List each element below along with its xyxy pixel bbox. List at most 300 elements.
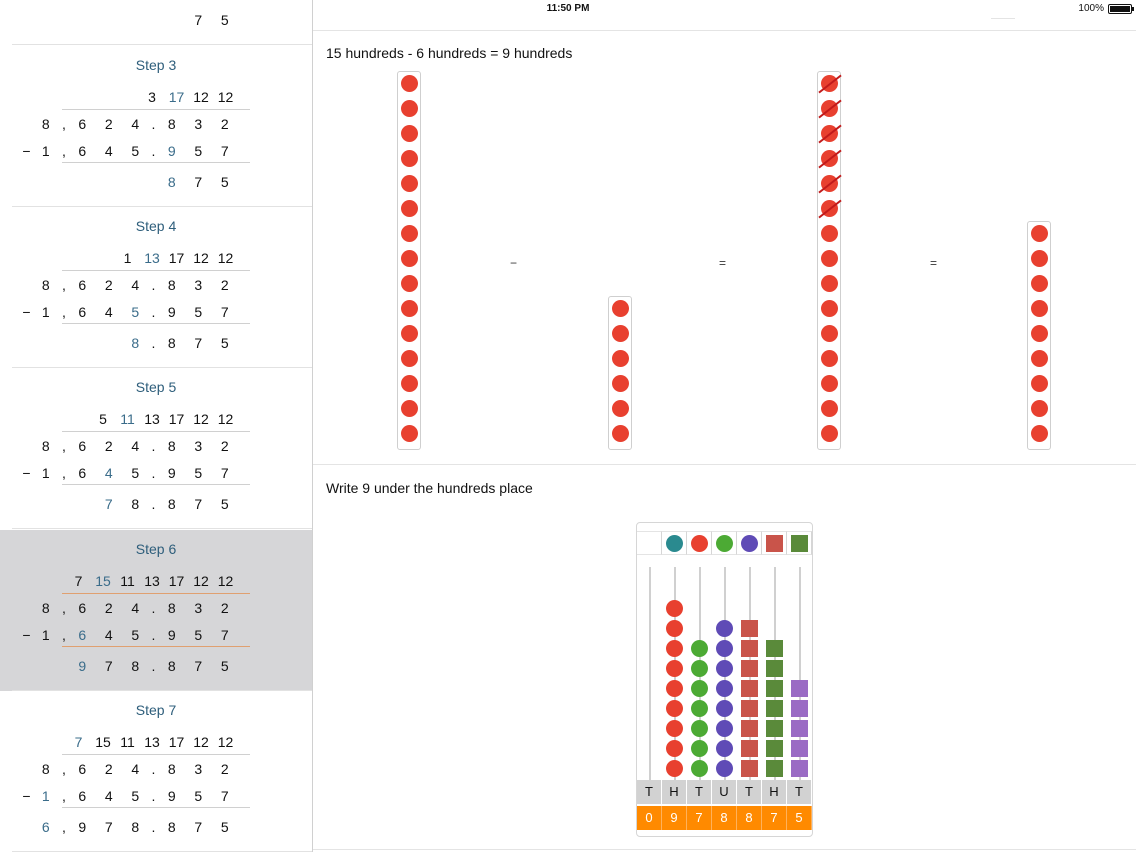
borrow-digit: 17 [168,250,185,267]
result-digit: 7 [104,657,113,674]
result-digit: , [62,818,66,835]
counter-bead [401,200,418,217]
minuend-digit: 6 [78,277,87,294]
abacus-bead[interactable] [691,740,708,757]
counter-bead [1031,375,1048,392]
place-value-digit[interactable]: 5 [787,806,812,830]
subtrahend-digit: 7 [220,304,229,321]
borrow-digit: 12 [193,250,209,267]
minuend-digit: . [151,438,156,455]
subtrahend-digit: 7 [220,465,229,482]
subtrahend-digit: , [62,465,66,482]
top-divider [313,30,1136,31]
minuend-digit: 4 [131,438,140,455]
counter-bead [821,425,838,442]
counter-bead [401,125,418,142]
counter-bead [401,75,418,92]
minuend-digit: , [62,760,66,777]
place-value-digit[interactable]: 8 [737,806,762,830]
result-digit: 7 [194,12,203,28]
subtrahend-digit: . [151,465,156,482]
abacus-bead[interactable] [691,760,708,777]
result-digit: 9 [78,657,87,674]
abacus-header-blank [637,531,662,555]
counter-bead [612,300,629,317]
bottom-divider [313,849,1136,850]
counter-bead [821,400,838,417]
step-item[interactable] [0,530,312,691]
abacus-header-cell[interactable] [762,531,787,555]
subtrahend-digit: 5 [194,626,203,643]
subtrahend-digit: 5 [194,787,203,804]
minuend-digit: 4 [131,760,140,777]
minuend-digit: 3 [194,760,203,777]
abacus-header-cell[interactable] [662,531,687,555]
subtrahend-digit: 4 [104,465,113,482]
result-digit: 5 [220,496,229,513]
equation-heading: 15 hundreds - 6 hundreds = 9 hundreds [326,45,573,61]
abacus-bead[interactable] [766,720,783,737]
abacus-bead[interactable] [716,660,733,677]
borrow-digit: 17 [168,572,185,589]
abacus-bead[interactable] [666,640,683,657]
step-rule [62,109,250,110]
abacus-bead[interactable] [666,660,683,677]
step-rule [62,484,250,485]
place-label: T [737,780,762,804]
abacus-bead[interactable] [791,700,808,717]
abacus-bead[interactable] [741,620,758,637]
minuend-digit: 3 [194,116,203,132]
subtrahend-digit: 1 [41,143,50,159]
counter-bead [1031,425,1048,442]
result-digit: . [151,496,156,513]
counter-bead [612,325,629,342]
subtrahend-digit: 7 [220,626,229,643]
subtrahend-digit: 6 [78,143,87,159]
borrow-digit: 17 [168,411,185,428]
minuend-digit: 8 [167,599,176,616]
counter-bead [1031,325,1048,342]
abacus-header-cell[interactable] [737,531,762,555]
result-digit: 7 [194,818,203,835]
result-digit: 5 [220,12,229,28]
minuend-digit: . [151,599,156,616]
counter-bead [401,375,418,392]
counter-bead [401,300,418,317]
minuend-digit: 6 [78,438,87,455]
counter-bead [1031,250,1048,267]
borrow-digit: 13 [144,572,160,589]
subtrahend-digit: 1 [41,626,50,643]
borrow-digit: 7 [74,572,83,589]
bead-rod [1027,221,1051,450]
abacus-bead[interactable] [716,740,733,757]
subtrahend-digit: 5 [131,143,140,159]
square-counter-icon [791,535,808,552]
counter-bead [612,375,629,392]
abacus-bead[interactable] [741,760,758,777]
place-value-digit[interactable]: 8 [712,806,737,830]
subtrahend-digit: 5 [194,304,203,321]
square-counter-icon [766,535,783,552]
abacus-header-cell[interactable] [787,531,812,555]
result-digit: 5 [220,174,229,190]
circle-counter-icon [716,535,733,552]
subtrahend-digit: 1 [41,304,50,321]
abacus-bead[interactable] [741,680,758,697]
step-rule [62,162,250,163]
borrow-digit: 3 [148,89,156,105]
battery-percent: 100% [1078,3,1104,14]
minuend-digit: , [62,277,66,294]
subtrahend-digit: , [62,304,66,321]
subtrahend-digit: 9 [167,787,176,804]
step-rule [62,754,250,755]
abacus-bead[interactable] [666,620,683,637]
place-value-abacus[interactable] [636,522,813,837]
minuend-digit: 4 [131,116,140,132]
minuend-digit: 8 [41,277,50,294]
abacus-bead[interactable] [666,600,683,617]
abacus-bead[interactable] [691,720,708,737]
subtrahend-digit: . [151,143,156,159]
result-digit: 6 [41,818,50,835]
result-digit: 8 [167,335,176,352]
counter-bead [401,225,418,242]
minuend-digit: 2 [220,277,229,294]
subtrahend-digit: 5 [194,465,203,482]
minuend-digit: 6 [78,760,87,777]
step-item[interactable] [0,207,312,368]
borrow-digit: 12 [217,733,234,750]
minuend-digit: 4 [131,277,140,294]
subtrahend-digit: 6 [78,626,87,643]
subtrahend-digit: 4 [104,787,113,804]
abacus-bead[interactable] [666,700,683,717]
equals-sign: = [930,256,938,270]
result-digit: 8 [131,496,140,513]
result-digit: 8 [167,496,176,513]
result-digit: 8 [167,818,176,835]
main-panel [313,18,1136,852]
battery-icon [1108,4,1132,14]
borrow-digit: 17 [168,89,185,105]
counter-bead [401,250,418,267]
result-digit: . [151,818,156,835]
result-digit: 7 [194,335,203,352]
result-digit: 7 [194,174,203,190]
step-rule [62,807,250,808]
abacus-bead[interactable] [741,720,758,737]
counter-bead [612,425,629,442]
minuend-digit: . [151,116,156,132]
abacus-bead[interactable] [766,760,783,777]
borrow-digit: 12 [217,411,234,428]
counter-bead [821,250,838,267]
result-digit: 8 [167,657,176,674]
subtrahend-digit: − [22,626,31,643]
borrow-digit: 11 [120,411,135,428]
subtrahend-digit: . [151,304,156,321]
equals-sign: = [719,256,727,270]
subtrahend-digit: 5 [131,304,140,321]
minuend-digit: 8 [41,599,50,616]
counter-bead [821,350,838,367]
subtrahend-digit: 7 [220,143,229,159]
borrow-digit: 15 [95,733,111,750]
result-digit: 8 [131,335,140,352]
borrow-digit: 7 [74,733,83,750]
minuend-digit: 8 [167,438,176,455]
counter-bead [401,100,418,117]
instruction-heading: Write 9 under the hundreds place [326,480,533,496]
step-divider [12,44,312,45]
abacus-bead[interactable] [716,760,733,777]
circle-counter-icon [666,535,683,552]
minuend-digit: 2 [220,760,229,777]
subtrahend-digit: 9 [167,304,176,321]
abacus-bead[interactable] [666,680,683,697]
borrow-digit: 15 [95,572,111,589]
minuend-digit: 8 [167,277,176,294]
minuend-digit: , [62,599,66,616]
minuend-digit: 8 [41,438,50,455]
borrow-digit: 5 [99,411,107,428]
abacus-bead[interactable] [766,740,783,757]
abacus-bead[interactable] [791,680,808,697]
subtrahend-digit: 4 [104,143,113,159]
result-digit: 8 [131,818,140,835]
result-digit: 9 [78,818,87,835]
step-item[interactable] [0,691,312,852]
abacus-wire [649,567,651,780]
step-item[interactable] [0,368,312,529]
minuend-digit: . [151,760,156,777]
minus-sign: − [510,256,518,270]
subtrahend-digit: 6 [78,465,87,482]
minuend-digit: 8 [167,760,176,777]
subtrahend-digit: 4 [104,626,113,643]
counter-bead [401,325,418,342]
borrow-digit: 13 [144,411,160,428]
subtrahend-digit: 6 [78,304,87,321]
place-value-digit[interactable]: 9 [662,806,687,830]
place-value-digit[interactable]: 7 [687,806,712,830]
minuend-digit: 2 [220,116,229,132]
step-rule [62,431,250,432]
minuend-digit: 8 [41,760,50,777]
result-digit: 8 [131,657,140,674]
minuend-digit: , [62,438,66,455]
step-title: Step 3 [135,57,177,73]
step-rule [62,646,250,647]
result-digit: 7 [104,496,113,513]
result-digit: 7 [194,496,203,513]
place-label: H [762,780,787,804]
minuend-digit: . [151,277,156,294]
result-digit: . [151,657,156,674]
circle-counter-icon [691,535,708,552]
abacus-bead[interactable] [666,720,683,737]
counter-bead [401,150,418,167]
counter-bead [401,350,418,367]
counter-bead [1031,350,1048,367]
abacus-bead[interactable] [741,740,758,757]
minuend-digit: 4 [131,599,140,616]
minuend-digit: 2 [104,438,113,455]
result-digit: 8 [167,174,176,190]
subtrahend-digit: , [62,787,66,804]
counter-bead [401,275,418,292]
borrow-digit: 12 [217,572,234,589]
step-rule [62,593,250,594]
step-item[interactable] [0,46,312,207]
borrow-digit: 12 [193,733,209,750]
counter-bead [1031,275,1048,292]
result-digit: . [151,335,156,352]
abacus-bead[interactable] [766,680,783,697]
minuend-digit: 6 [78,599,87,616]
subtrahend-digit: . [151,787,156,804]
minuend-digit: 2 [104,277,113,294]
step-title: Step 4 [135,218,177,235]
subtrahend-digit: 4 [104,304,113,321]
minuend-digit: 2 [104,760,113,777]
abacus-bead[interactable] [766,700,783,717]
place-label: T [637,780,662,804]
minuend-digit: 2 [104,116,113,132]
step-rule [62,323,250,324]
abacus-bead[interactable] [691,660,708,677]
minuend-digit: 8 [41,116,50,132]
borrow-digit: 1 [123,250,132,267]
minuend-digit: 3 [194,438,203,455]
counter-bead [612,350,629,367]
abacus-bead[interactable] [716,680,733,697]
place-label: T [787,780,812,804]
abacus-bead[interactable] [766,640,783,657]
counter-bead [821,300,838,317]
subtrahend-digit: − [22,304,31,321]
result-digit: 7 [104,818,113,835]
abacus-bead[interactable] [741,700,758,717]
counter-bead [821,275,838,292]
counter-bead [1031,300,1048,317]
circle-counter-icon [741,535,758,552]
abacus-bead[interactable] [666,760,683,777]
result-digit: 5 [220,818,229,835]
minuend-digit: 2 [220,599,229,616]
subtrahend-digit: 9 [167,626,176,643]
abacus-bead[interactable] [716,640,733,657]
borrow-digit: 12 [193,411,209,428]
borrow-digit: 12 [193,89,209,105]
counter-bead [401,425,418,442]
minuend-digit: 8 [167,116,176,132]
subtrahend-digit: − [22,787,31,804]
step-rule [62,270,250,271]
minuend-digit: 2 [104,599,113,616]
abacus-bead[interactable] [716,720,733,737]
result-digit: 5 [220,657,229,674]
abacus-bead[interactable] [691,680,708,697]
minuend-digit: 2 [220,438,229,455]
abacus-header-cell[interactable] [687,531,712,555]
abacus-bead[interactable] [691,640,708,657]
clock: 11:50 PM [546,3,590,14]
bead-rod [817,71,841,450]
subtrahend-digit: 6 [78,787,87,804]
abacus-bead[interactable] [791,760,808,777]
subtrahend-digit: . [151,626,156,643]
subtrahend-digit: , [62,626,66,643]
abacus-bead[interactable] [741,660,758,677]
minuend-digit: 6 [78,116,87,132]
abacus-bead[interactable] [691,700,708,717]
subtrahend-digit: 5 [131,626,140,643]
bead-rod [397,71,421,450]
place-value-digit[interactable]: 0 [637,806,662,830]
borrow-digit: 11 [120,733,135,750]
abacus-bead[interactable] [716,620,733,637]
place-value-digit[interactable]: 7 [762,806,787,830]
abacus-bead[interactable] [666,740,683,757]
borrow-digit: 12 [193,572,209,589]
abacus-bead[interactable] [791,740,808,757]
subtrahend-digit: , [62,143,66,159]
counter-bead [821,325,838,342]
section-divider [313,464,1136,465]
counter-bead [821,225,838,242]
counter-bead [1031,225,1048,242]
subtrahend-digit: 5 [194,143,203,159]
subtrahend-digit: 1 [41,465,50,482]
steps-sidebar[interactable] [0,0,313,852]
subtrahend-digit: − [22,465,31,482]
borrow-digit: 13 [144,250,160,267]
borrow-digit: 12 [217,250,234,267]
abacus-header-cell[interactable] [712,531,737,555]
borrow-digit: 11 [120,572,135,589]
minuend-digit: 3 [194,277,203,294]
counter-bead [612,400,629,417]
place-label: H [662,780,687,804]
place-label: U [712,780,737,804]
step-title: Step 7 [135,701,177,718]
abacus-bead[interactable] [791,720,808,737]
counter-bead [401,400,418,417]
subtrahend-digit: 7 [220,787,229,804]
step-title: Step 6 [135,540,177,557]
toolbar-hairline [991,18,1015,19]
abacus-bead[interactable] [741,640,758,657]
abacus-bead[interactable] [766,660,783,677]
subtrahend-digit: 1 [41,787,50,804]
counter-bead [821,375,838,392]
borrow-digit: 13 [144,733,160,750]
step-title: Step 5 [135,379,177,396]
borrow-digit: 17 [168,733,185,750]
result-digit: 5 [220,335,229,352]
subtrahend-digit: − [22,143,31,159]
counter-bead [1031,400,1048,417]
step-partial[interactable] [0,0,312,45]
minuend-digit: , [62,116,66,132]
abacus-bead[interactable] [716,700,733,717]
subtrahend-digit: 5 [131,787,140,804]
place-label: T [687,780,712,804]
